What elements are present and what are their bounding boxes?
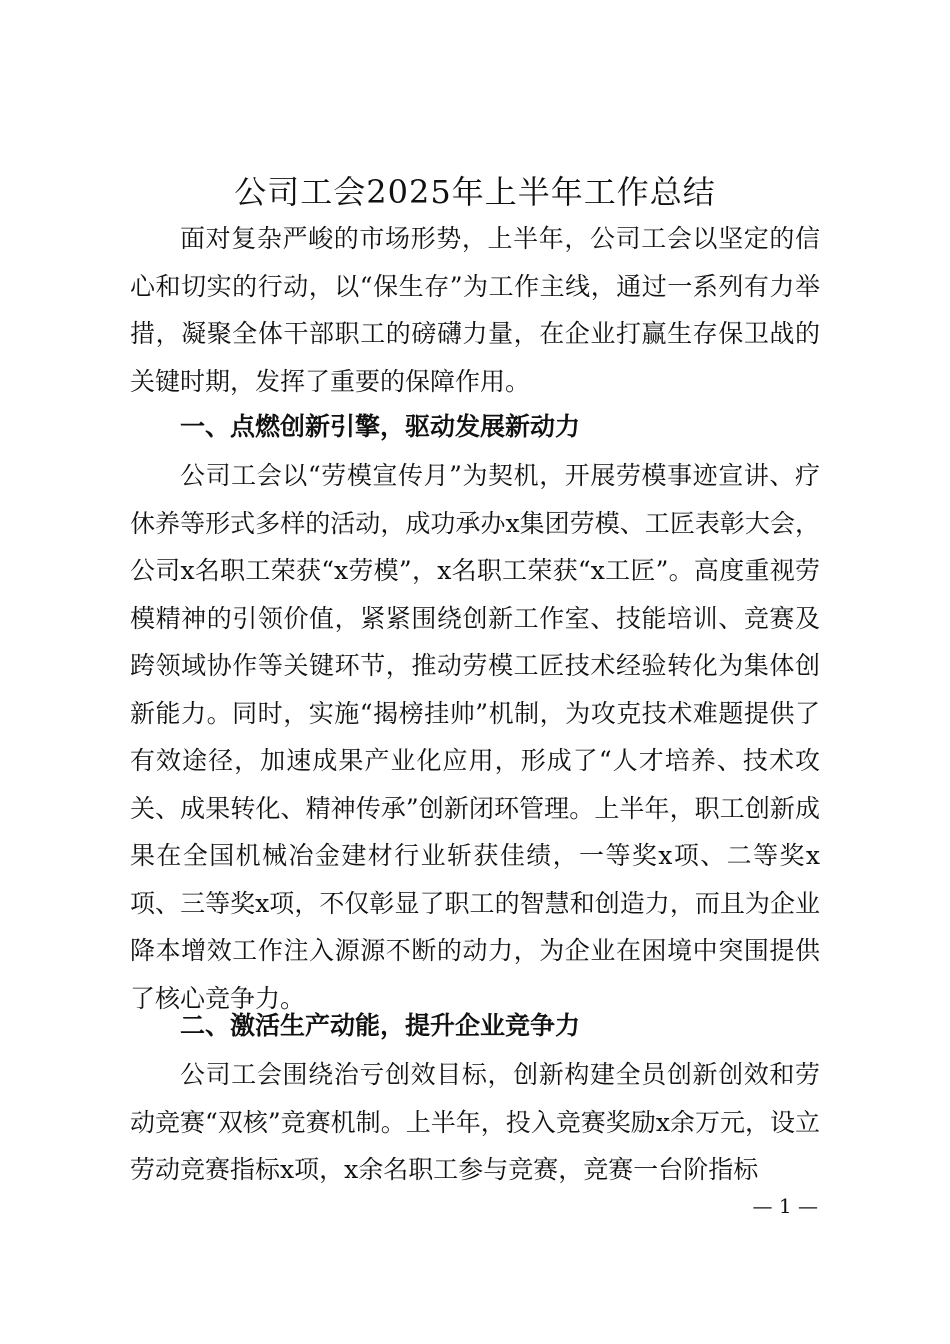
intro-paragraph: 面对复杂严峻的市场形势，上半年，公司工会以坚定的信心和切实的行动，以“保生存”为工作主线，通过一系列有力举措，凝聚全体干部职工的磅礴力量，在企业打赢生存保卫战的关键时期，发挥了重要的保障作用。 <box>130 224 820 396</box>
section-1-paragraph: 公司工会以“劳模宣传月”为契机，开展劳模事迹宣讲、疗休养等形式多样的活动，成功承办x集团劳模、工匠表彰大会，公司x名职工荣获“x劳模”，x名职工荣获“x工匠”。高度重视劳模精神的引领价值，紧紧围绕创新工作室、技能培训、竞赛及跨领域协作等关键环节，推动劳模工匠技术经验转化为集体创新能力。同时，实施“揭榜挂帅”机制，为攻克技术难题提供了有效途径，加速成果产业化应用，形成了“人才培养、技术攻关、成果转化、精神传承”创新闭环管理。上半年，职工创新成果在全国机械冶金建材行业斩获佳绩，一等奖x项、二等奖x项、三等奖x项，不仅彰显了职工的智慧和创造力，而且为企业降本增效工作注入源源不断的动力，为企业在困境中突围提供了核心竞争力。 <box>130 461 820 1013</box>
section-2-paragraph: 公司工会围绕治亏创效目标，创新构建全员创新创效和劳动竞赛“双核”竞赛机制。上半年，投入竞赛奖励x余万元，设立劳动竞赛指标x项，x余名职工参与竞赛，竞赛一台阶指标 <box>130 1060 820 1184</box>
section-1-heading: 一、点燃创新引擎，驱动发展新动力 <box>180 412 581 441</box>
document-title: 公司工会2025年上半年工作总结 <box>234 173 716 211</box>
page-number: — 1 — <box>752 1194 818 1218</box>
section-2-heading: 二、激活生产动能，提升企业竞争力 <box>180 1011 581 1040</box>
